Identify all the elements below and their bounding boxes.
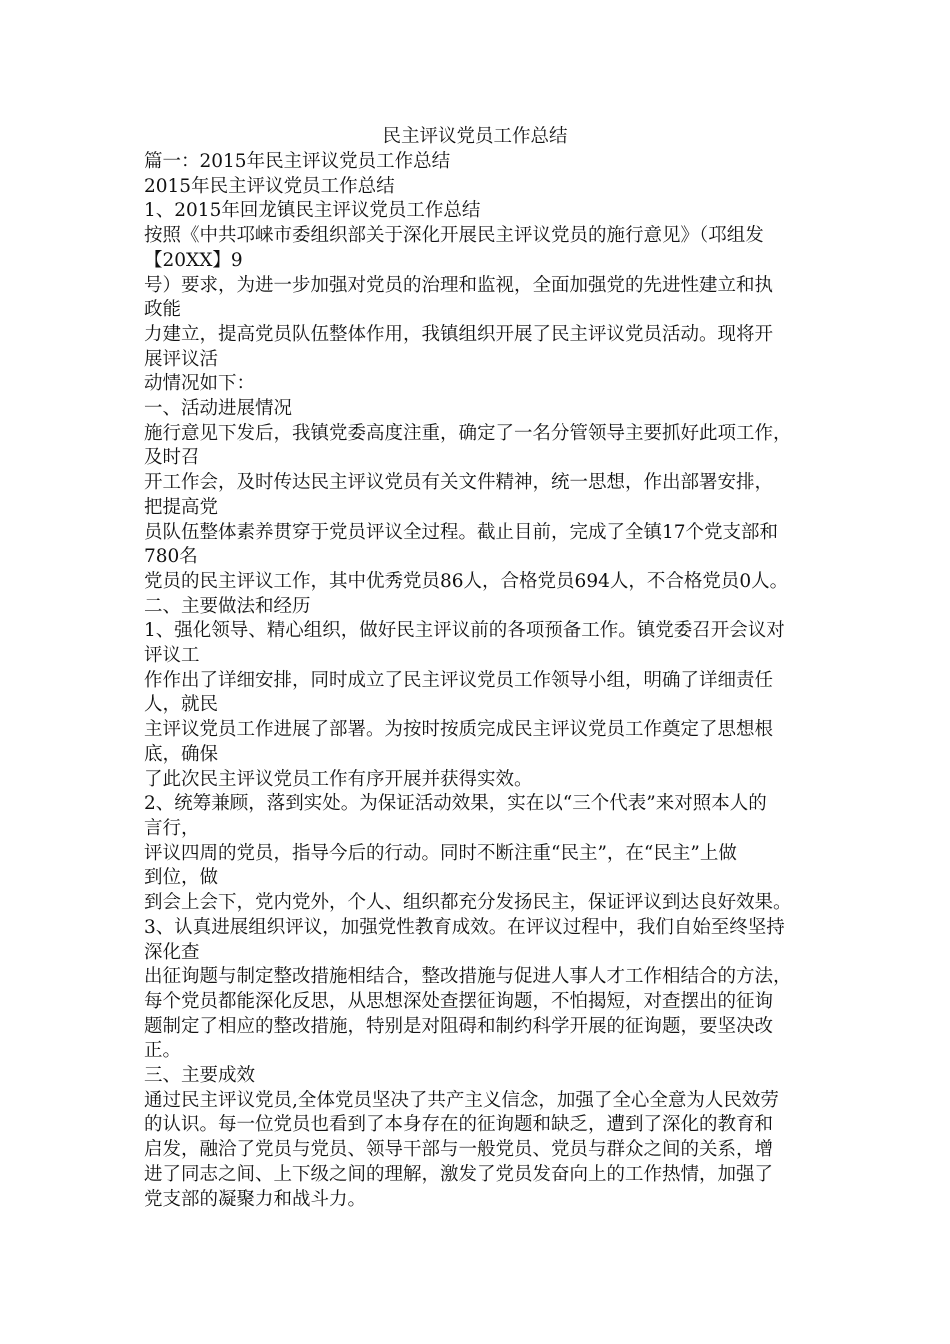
- text-line: 1、2015年回龙镇民主评议党员工作总结: [144, 200, 481, 222]
- text-line: 2、统筹兼顾，落到实处。为保证活动效果，实在以“三个代表”来对照本人的: [144, 793, 767, 815]
- text-line: 展评议活: [144, 348, 219, 370]
- text-line: 进了同志之间、上下级之间的理解，激发了党员发奋向上的工作热情，加强了: [144, 1163, 774, 1185]
- text-line: 三、主要成效: [144, 1065, 256, 1087]
- text-line: 到位，做: [144, 867, 219, 889]
- text-line: 的认识。每一位党员也看到了本身存在的征询题和缺乏，遭到了深化的教育和: [144, 1114, 774, 1136]
- text-line: 2015年民主评议党员工作总结: [144, 175, 395, 197]
- text-line: 评议工: [144, 645, 200, 667]
- text-line: 评议四周的党员，指导今后的行动。同时不断注重“民主”，在“民主”上做: [144, 842, 737, 864]
- document-title: 民主评议党员工作总结: [382, 126, 568, 147]
- text-line: 作作出了详细安排，同时成立了民主评议党员工作领导小组，明确了详细责任: [144, 669, 774, 691]
- document-body: [144, 150, 816, 1212]
- text-line: 及时召: [144, 447, 200, 469]
- text-line: 深化查: [144, 941, 200, 963]
- text-line: 启发，融洽了党员与党员、领导干部与一般党员、党员与群众之间的关系，增: [144, 1139, 774, 1161]
- text-line: 按照《中共邛崃市委组织部关于深化开展民主评议党员的施行意见》（邛组发: [144, 225, 764, 247]
- text-line: 力建立，提高党员队伍整体作用，我镇组织开展了民主评议党员活动。现将开: [144, 323, 774, 345]
- text-line: 每个党员都能深化反思，从思想深处查摆征询题，不怕揭短，对查摆出的征询: [144, 990, 774, 1012]
- text-line: 施行意见下发后，我镇党委高度注重，确定了一名分管领导主要抓好此项工作，: [144, 422, 792, 444]
- text-line: 出征询题与制定整改措施相结合，整改措施与促进人事人才工作相结合的方法，: [144, 966, 792, 988]
- text-line: 二、主要做法和经历: [144, 595, 311, 617]
- text-line: 【20XX】9: [144, 249, 243, 271]
- text-line: 正。: [144, 1040, 182, 1062]
- text-line: 通过民主评议党员,全体党员坚决了共产主义信念，加强了全心全意为人民效劳: [144, 1089, 779, 1111]
- text-line: 党员的民主评议工作，其中优秀党员86人，合格党员694人，不合格党员0人。: [144, 570, 789, 592]
- text-line: 政能: [144, 299, 182, 321]
- text-line: 3、认真进展组织评议，加强党性教育成效。在评议过程中，我们自始至终坚持: [144, 916, 785, 938]
- text-line: 员队伍整体素养贯穿于党员评议全过程。截止目前，完成了全镇17个党支部和: [144, 521, 779, 543]
- text-line: 言行，: [144, 817, 200, 839]
- text-line: 动情况如下：: [144, 373, 256, 395]
- text-line: 开工作会，及时传达民主评议党员有关文件精神，统一思想，作出部署安排，: [144, 472, 774, 494]
- text-line: 篇一：2015年民主评议党员工作总结: [144, 151, 451, 172]
- text-line: 1、强化领导、精心组织，做好民主评议前的各项预备工作。镇党委召开会议对: [144, 620, 785, 642]
- text-line: 号）要求，为进一步加强对党员的治理和监视，全面加强党的先进性建立和执: [144, 274, 774, 296]
- text-line: 底，确保: [144, 743, 219, 765]
- text-line: 到会上会下，党内党外，个人、组织都充分发扬民主，保证评议到达良好效果。: [144, 892, 792, 914]
- text-line: 一、活动进展情况: [144, 398, 293, 420]
- text-line: 党支部的凝聚力和战斗力。: [144, 1188, 367, 1210]
- text-line: 人，就民: [144, 694, 219, 716]
- text-line: 题制定了相应的整改措施，特别是对阻碍和制约科学开展的征询题，要坚决改: [144, 1015, 774, 1037]
- text-line: 780名: [144, 546, 198, 568]
- text-line: 主评议党员工作进展了部署。为按时按质完成民主评议党员工作奠定了思想根: [144, 719, 774, 741]
- text-line: 了此次民主评议党员工作有序开展并获得实效。: [144, 768, 533, 790]
- text-line: 把提高党: [144, 496, 219, 518]
